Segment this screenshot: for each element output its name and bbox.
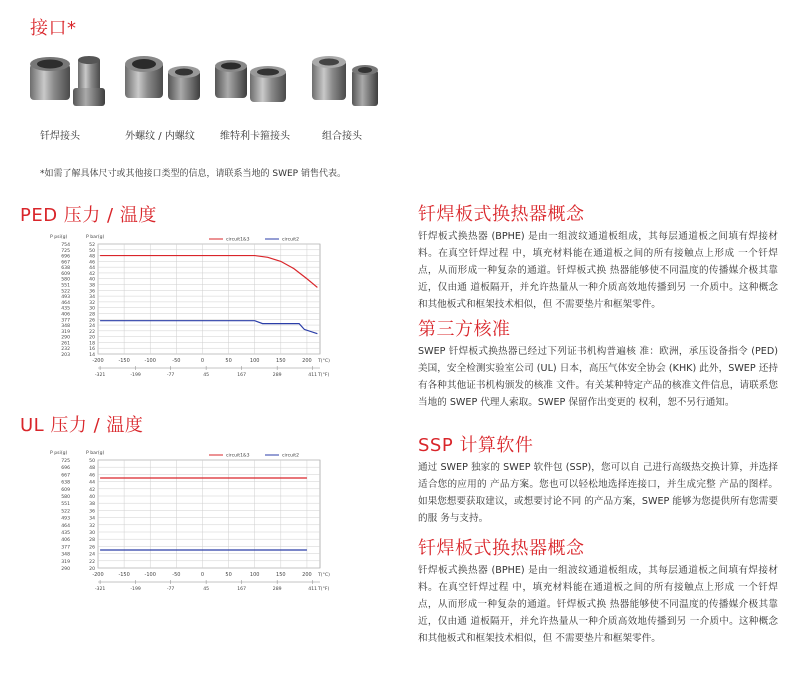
y-tick-label: 30 [89,306,95,312]
legend-label: circuit2 [282,453,300,459]
y-tick-label: 48 [89,466,95,472]
y2-tick-label: 609 [61,487,70,493]
y-tick-label: 36 [89,289,95,295]
section-body-approvals: SWEP 钎焊板式换热器已经过下列证书机构普遍核 准：欧洲，承压设备指令 (PED) 美国，安全检测实验室公司 (UL) 日本，高压气体安全协会 (KHK) 此外，SWEP 还持有各种其他证书机构颁发的核准 文件。有关某种特定产品的核准文件信息，请联系您 当地的 SWEP 代理人索取。SWEP 保留作出变更的 权利，恕不另行通知。 [418,346,778,408]
y2-tick-label: 406 [61,312,70,318]
braze-connection-icon [30,56,105,106]
connector-label-braze: 钎焊接头 [40,131,80,142]
ped-chart [40,226,340,386]
y2-tick-label: 319 [61,329,70,335]
y-tick-label: 20 [89,567,95,572]
legend-label: circuit1&3 [226,237,250,243]
y2-tick-label: 609 [61,271,70,277]
x2-tick-label: -199 [130,373,141,378]
y-tick-label: 38 [89,502,95,508]
ped-title: PED 压力 / 温度 [20,205,157,226]
y-tick-label: 18 [89,341,95,347]
plot-area [98,460,320,568]
y-tick-label: 50 [89,459,95,464]
y2-tick-label: 290 [61,567,70,572]
x-tick-label: 200 [302,358,312,364]
y-tick-label: 34 [89,295,95,301]
victaulic-connection-icon [215,60,286,102]
y2-tick-label: 551 [61,283,70,289]
connectors-note: *如需了解具体尺寸或其他接口类型的信息，请联系当地的 SWEP 销售代表。 [40,169,346,179]
x2-tick-label: -321 [94,373,106,378]
x-tick-label: 0 [200,358,205,364]
x2-tick-label: 45 [203,587,210,592]
y2-tick-label: 232 [61,347,70,353]
y-tick-label: 24 [89,552,95,558]
x-tick-label: -100 [144,358,156,364]
y-tick-label: 28 [89,538,95,544]
y2-tick-label: 464 [61,523,70,529]
x2-tick-label: 411 [308,587,318,592]
y-tick-label: 24 [89,324,95,330]
y2-tick-label: 725 [61,248,70,254]
y-tick-label: 46 [89,473,95,479]
ul-title: UL 压力 / 温度 [20,415,144,436]
y-tick-label: 32 [89,300,95,306]
x-tick-label: 150 [276,572,286,578]
y2-tick-label: 377 [61,545,70,551]
y-axis-label: P bar(g) [86,451,105,456]
legend-label: circuit1&3 [226,453,250,459]
y2-tick-label: 493 [61,295,70,301]
y-tick-label: 22 [89,559,95,565]
x-tick-label: -150 [118,572,130,578]
x2-tick-label: -77 [166,587,175,592]
y-tick-label: 48 [89,254,95,260]
x-tick-label: -150 [118,358,130,364]
y-tick-label: 34 [89,516,95,522]
x-tick-label: -100 [144,572,156,578]
y2-tick-label: 580 [61,277,70,283]
section-title-ssp: SSP 计算软件 [418,435,534,456]
y-axis-label: P bar(g) [86,235,105,240]
y-tick-label: 46 [89,260,95,266]
x2-tick-label: -321 [94,587,106,592]
y2-tick-label: 580 [61,495,70,500]
connector-label-thread: 外螺纹 / 内螺纹 [125,131,195,142]
y-tick-label: 42 [89,487,95,493]
x-tick-label: 0 [200,572,205,578]
section-title-bphe-concept-2: 钎焊板式换热器概念 [418,538,585,559]
connector-label-combination: 组合接头 [322,131,362,142]
y2-tick-label: 667 [61,473,70,479]
x-tick-label: -200 [92,358,104,364]
y2-tick-label: 551 [61,502,70,508]
connector-images [20,50,390,120]
x-tick-label: 50 [225,572,232,578]
y-tick-label: 50 [89,248,95,254]
x-axis-label: T(°C) [318,359,330,364]
y2-tick-label: 348 [61,552,70,558]
connector-label-victaulic: 维特利卡箍接头 [220,131,290,142]
y2-tick-label: 348 [61,324,70,330]
section-body-bphe-concept-2: 钎焊板式换热器 (BPHE) 是由一组波纹通道板组成，其每层通道板之间填有焊接材料。在真空钎焊过程 中，填充材料能在通道板之间的所有接触点上形成 一个钎焊点，从而形成一种复杂的通道。钎焊板式换 热器能够使不同温度的传播媒介极其靠近，仅由通 道板隔开，并允许热量从一种介质高效地传播到另 一介质中。这种概念和其他板式和框架技术相似，但 不需要垫片和框架零件。 [418,565,778,644]
y-tick-label: 30 [89,531,95,536]
y2-tick-label: 435 [61,306,70,312]
y-tick-label: 28 [89,312,95,318]
x2-tick-label: 167 [237,373,247,378]
y-tick-label: 40 [89,495,95,500]
y-tick-label: 16 [89,347,95,353]
y-tick-label: 22 [89,329,95,335]
x2-tick-label: 289 [272,587,282,592]
thread-connection-icon [125,56,200,100]
x-tick-label: -200 [92,572,104,578]
y2-axis-label: P psi(g) [50,235,68,240]
legend-label: circuit2 [282,237,300,243]
x2-tick-label: -199 [130,587,141,592]
y2-tick-label: 754 [61,243,70,248]
y-tick-label: 20 [89,335,95,341]
y-tick-label: 26 [89,545,95,551]
x2-tick-label: -77 [166,373,175,378]
ul-chart [40,440,340,602]
x2-tick-label: 289 [272,373,282,378]
y2-tick-label: 638 [61,266,70,272]
y2-tick-label: 696 [61,466,70,472]
combination-connection-icon [312,56,378,106]
y-tick-label: 44 [89,266,95,272]
y-tick-label: 26 [89,318,95,324]
y-tick-label: 36 [89,509,95,515]
section-title-approvals: 第三方核准 [418,319,511,340]
y2-tick-label: 493 [61,516,70,522]
y2-tick-label: 696 [61,254,70,260]
y2-axis-label: P psi(g) [50,451,68,456]
y2-tick-label: 435 [61,531,70,536]
y2-tick-label: 667 [61,260,70,266]
y2-tick-label: 464 [61,300,70,306]
x2-axis-label: T(°F) [318,587,330,592]
x-tick-label: -50 [172,572,181,578]
y2-tick-label: 290 [61,335,70,341]
x-tick-label: 200 [302,572,312,578]
x2-tick-label: 45 [203,373,210,378]
x2-tick-label: 411 [308,373,318,378]
x2-tick-label: 167 [237,587,247,592]
connectors-title: 接口* [30,18,77,39]
y-tick-label: 44 [89,480,95,486]
section-body-bphe-concept: 钎焊板式换热器 (BPHE) 是由一组波纹通道板组成，其每层通道板之间填有焊接材料。在真空钎焊过程 中，填充材料能在通道板之间的所有接触点上形成 一个钎焊点，从而形成一种复杂的通道。钎焊板式换 热器能够使不同温度的传播媒介极其靠近，仅由通 道板隔开，并允许热量从一种介质高效地传播到另 一介质中。这种概念和其他板式和框架技术相似，但 不需要垫片和框架零件。 [418,231,778,310]
x-axis-label: T(°C) [318,573,330,578]
y-tick-label: 40 [89,277,95,283]
y-tick-label: 32 [89,523,95,529]
x2-axis-label: T(°F) [318,373,330,378]
y-tick-label: 52 [89,243,95,248]
x-tick-label: 150 [276,358,286,364]
y2-tick-label: 638 [61,480,70,486]
y-tick-label: 14 [89,353,95,358]
y2-tick-label: 725 [61,459,70,464]
x-tick-label: -50 [172,358,181,364]
y2-tick-label: 377 [61,318,70,324]
y2-tick-label: 203 [61,353,70,358]
y2-tick-label: 406 [61,538,70,544]
y2-tick-label: 261 [61,341,70,347]
y-tick-label: 38 [89,283,95,289]
x-tick-label: 100 [249,572,260,578]
y-tick-label: 42 [89,271,95,277]
y2-tick-label: 319 [61,559,70,565]
x-tick-label: 50 [225,358,232,364]
plot-area [98,244,320,354]
section-title-bphe-concept: 钎焊板式换热器概念 [418,204,585,225]
y2-tick-label: 522 [61,509,70,515]
section-body-ssp: 通过 SWEP 独家的 SWEP 软件包 (SSP)，您可以自 己进行高级热交换计算，并选择 适合您的应用的 产品方案。您也可以轻松地选择连接口，并生成完整 产品的图样。如果您想要获取建议，或想要讨论不同 的产品方案，SWEP 能够为您提供所有您需要的服 务与支持。 [418,462,778,524]
y2-tick-label: 522 [61,289,70,295]
x-tick-label: 100 [249,358,260,364]
